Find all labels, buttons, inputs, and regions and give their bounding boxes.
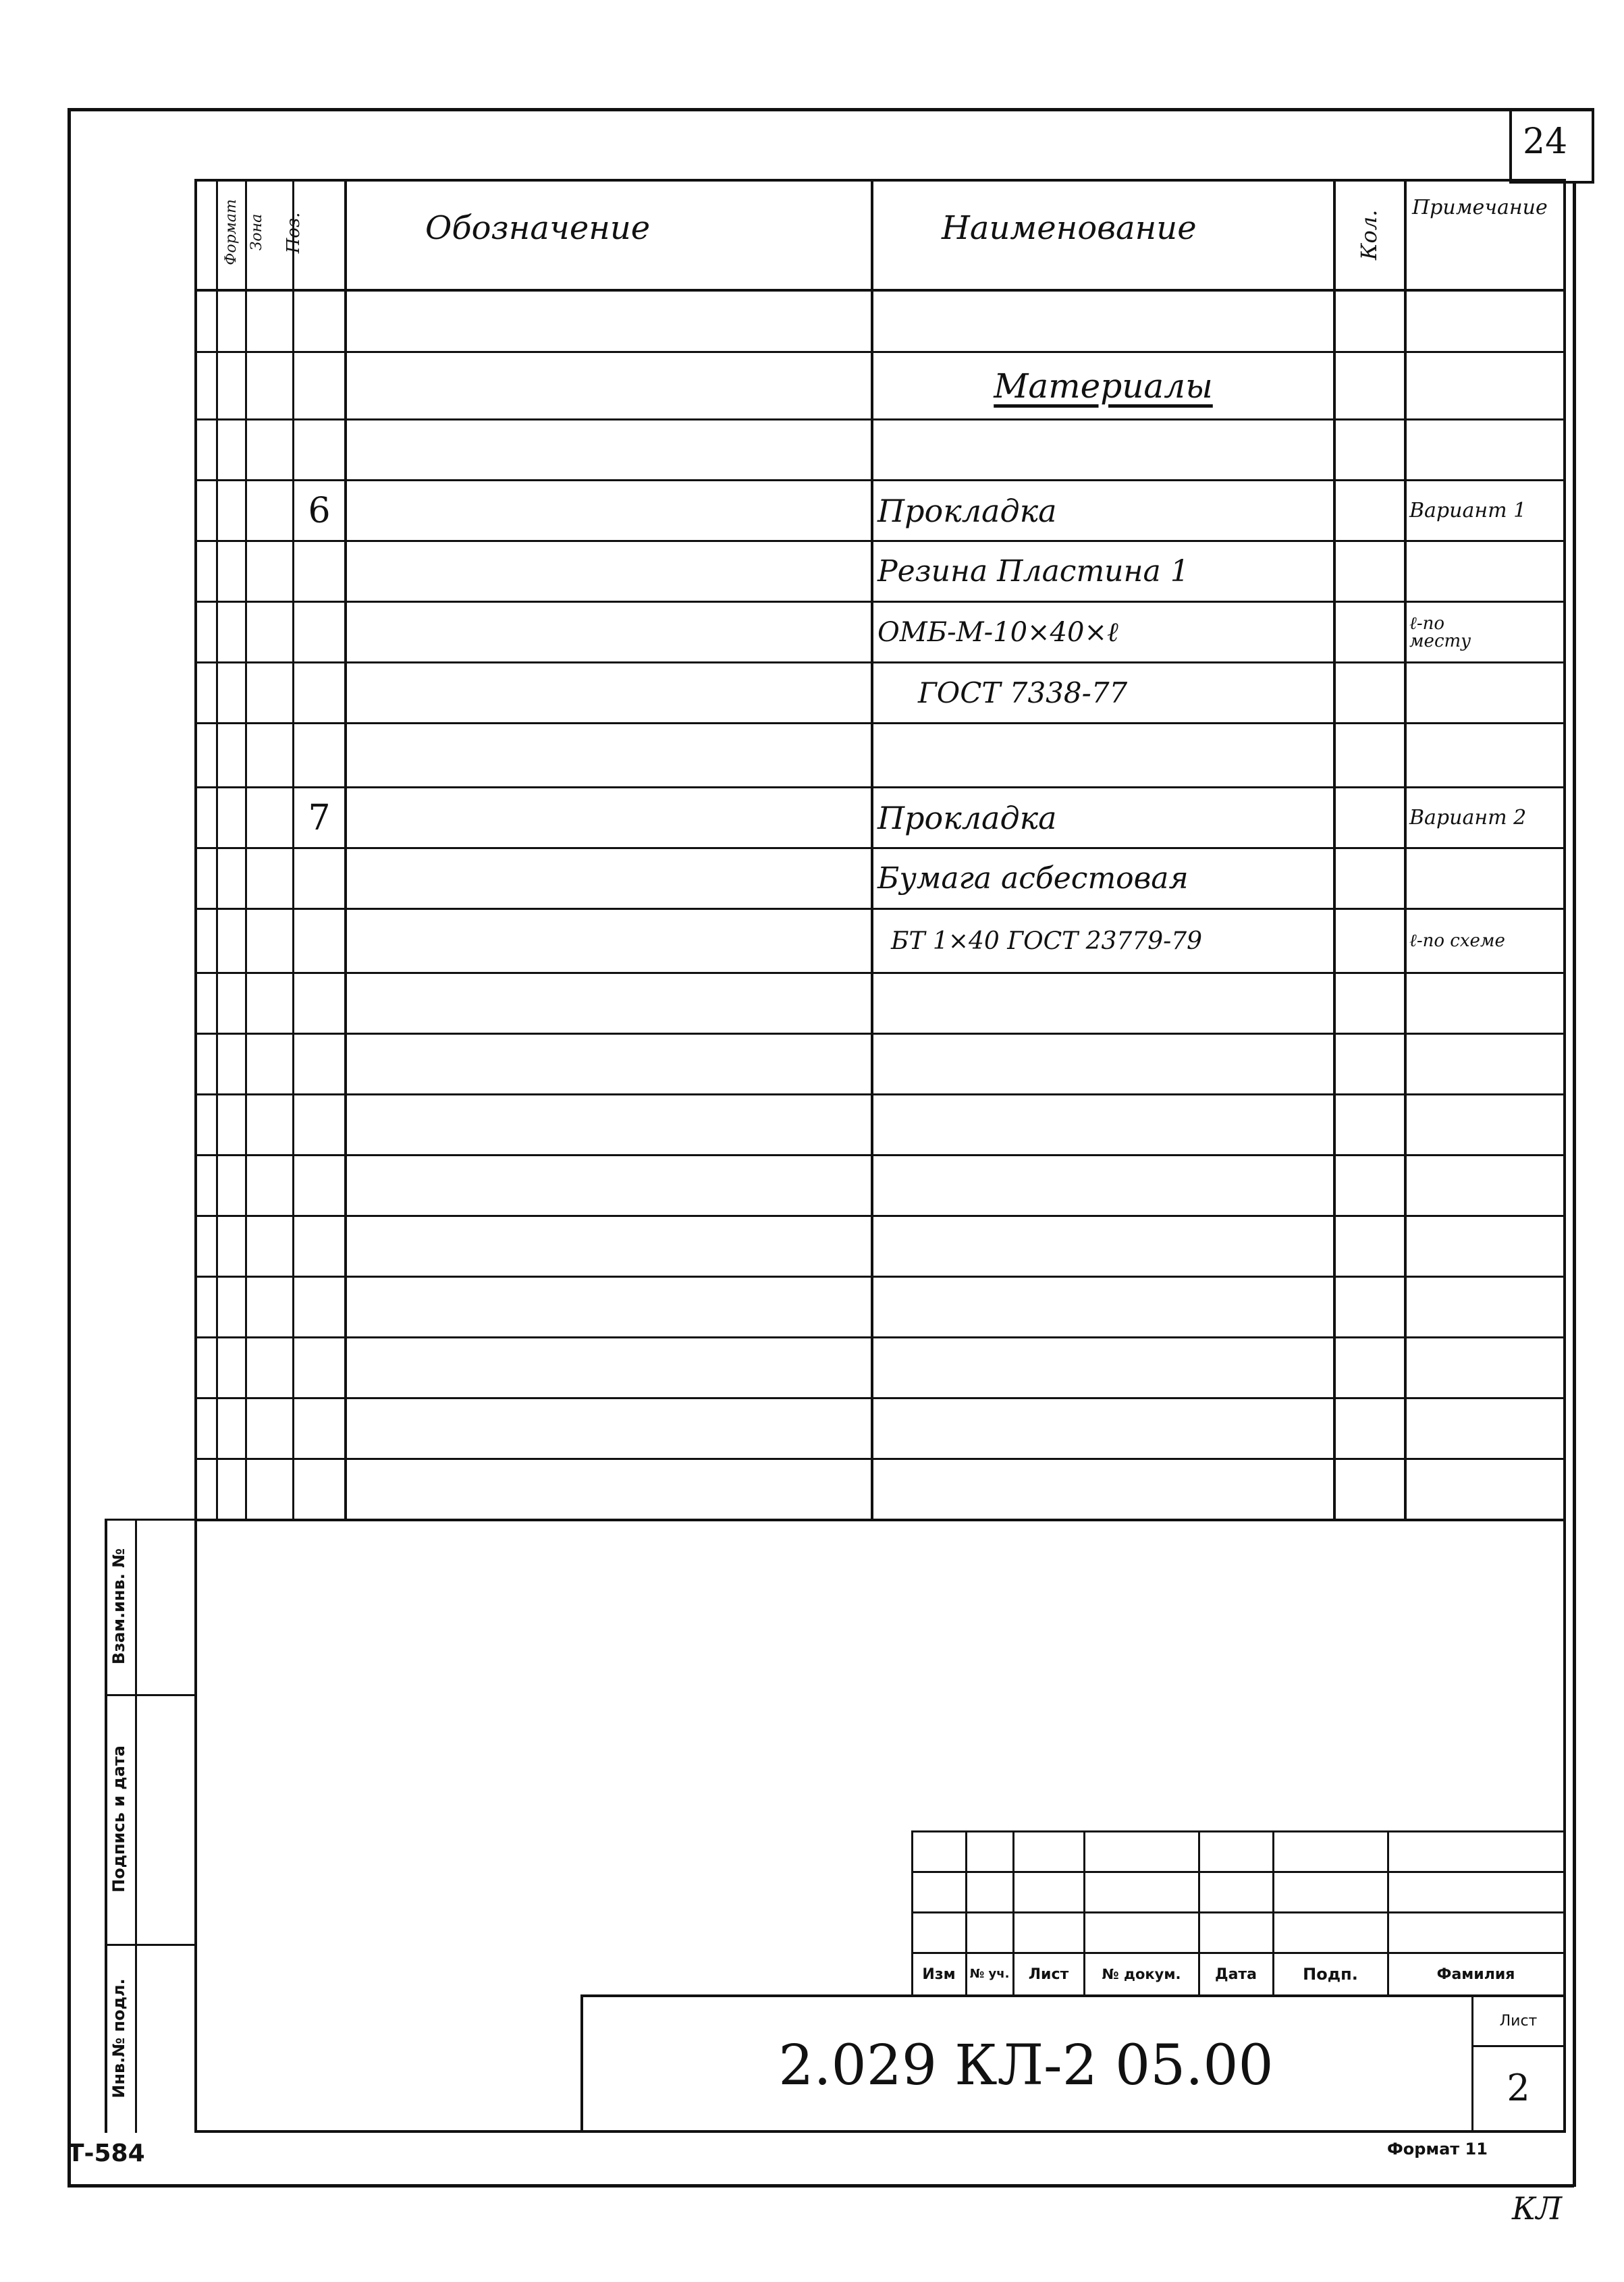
footer-code: Т-584 (67, 2140, 145, 2167)
row-line-16 (194, 1276, 1566, 1278)
header-name: Наименование (942, 209, 1197, 247)
table-bottom (194, 1519, 1566, 1521)
tb-izm: Изм (922, 1965, 956, 1983)
row-7-name: Прокладка (877, 799, 1057, 836)
rev-grid-row1 (911, 1871, 1563, 1873)
footer-format: Формат 11 (1387, 2140, 1488, 2158)
rev-grid-top (911, 1830, 1563, 1832)
footer-initials: КЛ (1512, 2190, 1562, 2227)
stamp-div-1 (105, 1694, 197, 1696)
row-6-note: Вариант 1 (1409, 499, 1527, 522)
row-line-17 (194, 1336, 1566, 1338)
tb-designation: 2.029 КЛ-2 05.00 (778, 2033, 1274, 2098)
row-7-note: Вариант 2 (1409, 806, 1527, 830)
frame-top (67, 108, 1594, 111)
header-note: Примечание (1412, 196, 1548, 219)
row-line-6 (194, 661, 1566, 663)
inner-frame-bottom (194, 2130, 1566, 2133)
rev-grid-row2 (911, 1911, 1563, 1913)
header-qty: Кол. (1356, 209, 1382, 261)
row-omb-note: ℓ-по месту (1409, 613, 1471, 651)
sheet-number-top: 24 (1523, 121, 1568, 162)
row-gost-7338-name: ГОСТ 7338-77 (918, 676, 1128, 709)
stamp-inv-podl: Инв.№ подл. (109, 1978, 128, 2098)
col-line-note (1404, 179, 1407, 1520)
stamp-div-2 (105, 1944, 197, 1946)
stamp-podpis-data: Подпись и дата (109, 1745, 128, 1893)
col-line-pos (292, 179, 294, 1520)
row-line-11 (194, 972, 1566, 974)
frame-right (1573, 182, 1576, 2187)
row-asbestos-name: Бумага асбестовая (877, 861, 1189, 896)
row-line-10 (194, 908, 1566, 910)
tb-familiya: Фамилия (1436, 1965, 1515, 1983)
row-6-pos: 6 (308, 490, 331, 531)
frame-bottom (67, 2184, 1574, 2188)
tb-podp: Подп. (1303, 1965, 1358, 1984)
tb-data: Дата (1214, 1965, 1257, 1983)
tb-list-label: Лист (1499, 2012, 1538, 2030)
row-bt-note: ℓ-по схеме (1409, 931, 1505, 951)
row-line-15 (194, 1215, 1566, 1217)
tb-list: Лист (1028, 1965, 1069, 1983)
stamp-left-edge (105, 1519, 107, 2133)
row-6-name: Прокладка (877, 492, 1057, 529)
header-zone: Зона (248, 213, 265, 251)
row-omb-name: ОМБ-М-10×40×ℓ (877, 617, 1118, 648)
header-designation: Обозначение (425, 209, 651, 247)
row-line-12 (194, 1033, 1566, 1035)
sheet-box-left (1509, 108, 1512, 184)
col-line-format (216, 179, 218, 1520)
header-bottom (194, 289, 1566, 292)
row-line-19 (194, 1458, 1566, 1460)
table-top (194, 179, 1566, 182)
tb-no-dokum: № докум. (1102, 1966, 1181, 1982)
tb-main-top-edge (580, 1994, 583, 2133)
rev-grid-header-bottom (580, 1994, 1563, 1997)
stamp-mid (135, 1519, 137, 2133)
row-line-13 (194, 1093, 1566, 1095)
row-bt-name: БТ 1×40 ГОСТ 23779-79 (891, 927, 1203, 955)
frame-left (67, 108, 71, 2187)
section-title-materials: Материалы (994, 366, 1213, 406)
sheet-box-right (1592, 108, 1594, 184)
row-rubber-name: Резина Пластина 1 (877, 554, 1189, 589)
stamp-right-edge (194, 1519, 197, 2133)
stamp-top (105, 1519, 197, 1521)
row-line-2 (194, 418, 1566, 420)
row-line-7 (194, 722, 1566, 724)
header-pos: Поз. (283, 212, 304, 254)
row-7-pos: 7 (308, 797, 331, 838)
tb-list-number: 2 (1507, 2066, 1530, 2109)
col-line-qty (1333, 179, 1336, 1520)
row-line-14 (194, 1154, 1566, 1156)
header-format: Формат (223, 199, 240, 265)
stamp-vzam-inv: Взам.инв. № (109, 1548, 128, 1665)
col-line-zone (245, 179, 247, 1520)
col-line-designation (344, 179, 347, 1520)
tb-no-uch: № уч. (969, 1967, 1010, 1981)
row-line-18 (194, 1397, 1566, 1399)
